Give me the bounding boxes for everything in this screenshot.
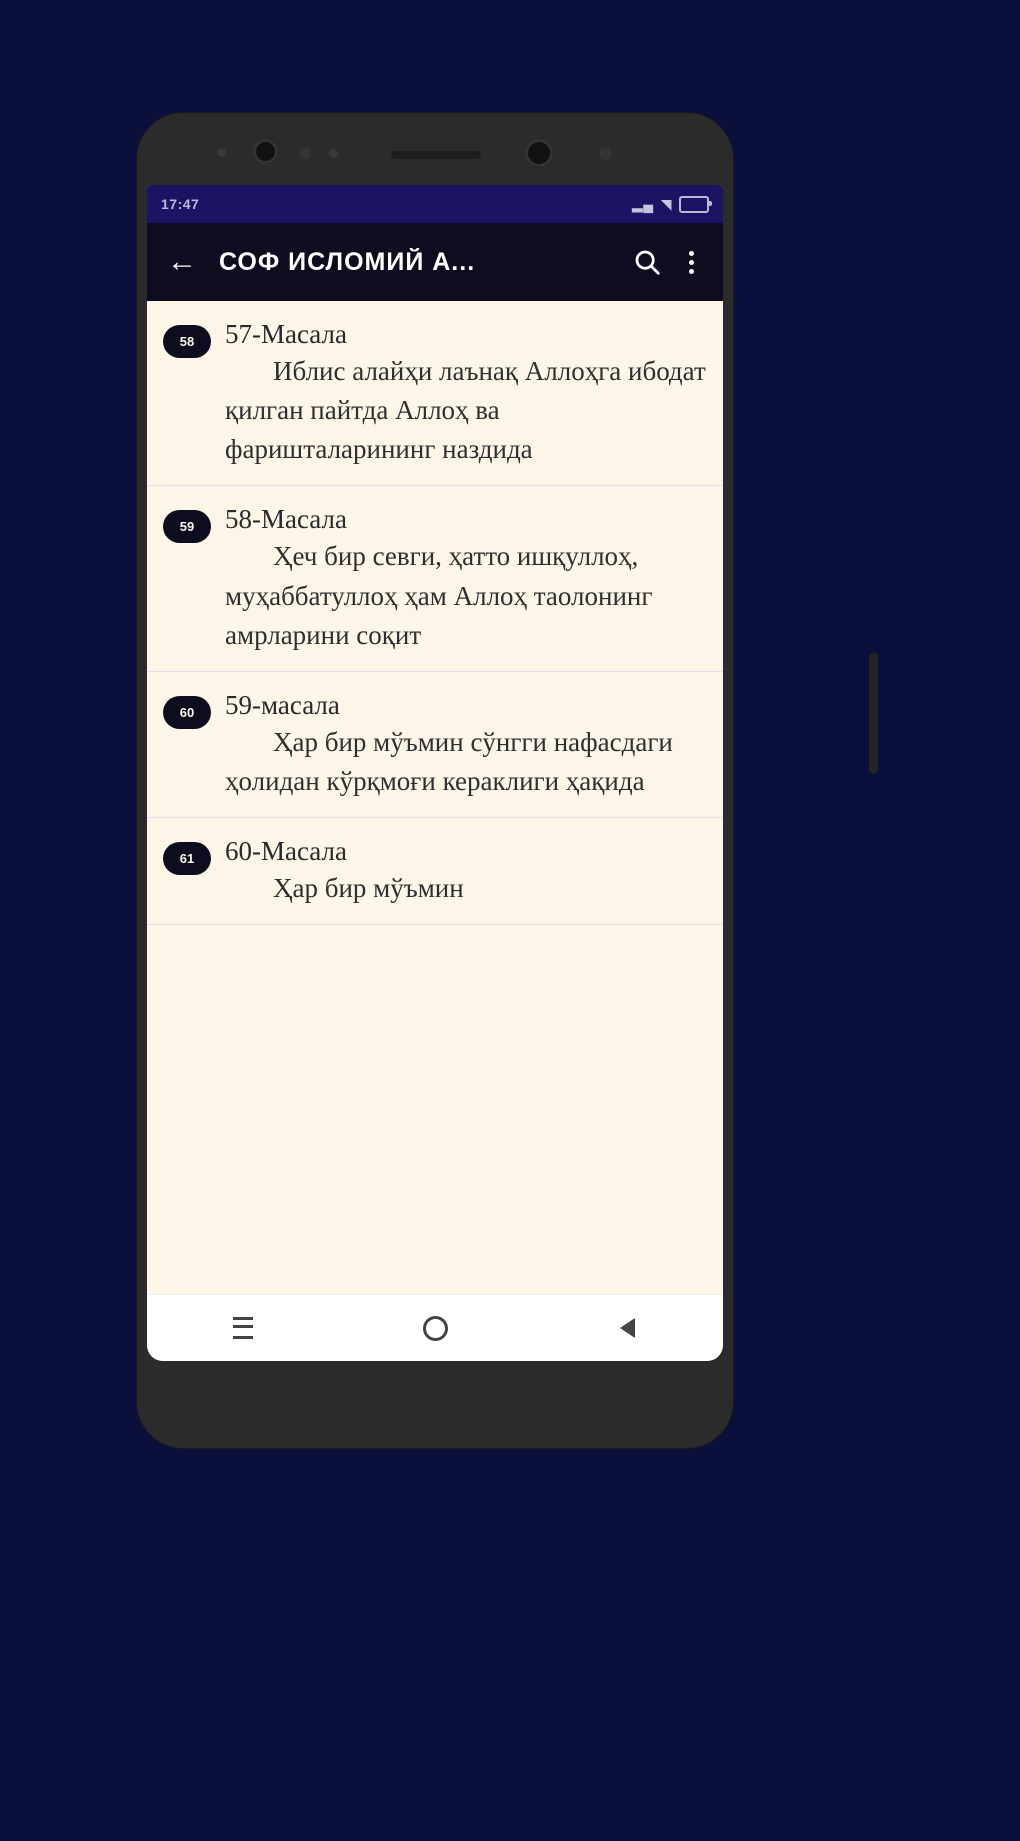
list-item[interactable] (147, 672, 723, 818)
light-sensor-icon (329, 149, 338, 158)
front-camera-icon (253, 139, 278, 164)
back-triangle-icon (620, 1318, 635, 1338)
signal-icon: ▂▄ (632, 196, 654, 212)
search-icon[interactable] (623, 238, 671, 286)
list-item-body (225, 836, 707, 908)
kebab-dot (689, 260, 694, 265)
list-item-title: 59-масала (225, 689, 340, 720)
more-vertical-icon[interactable] (671, 238, 711, 286)
list-item-text: Ҳар бир мўъмин (273, 873, 464, 904)
app-bar (147, 223, 723, 301)
list-item-title: 58-Масала (225, 504, 347, 535)
back-button[interactable] (597, 1305, 657, 1351)
android-navigation-bar (147, 1294, 723, 1361)
list-item-title: 57-Масала (225, 319, 347, 349)
recent-apps-icon (233, 1317, 253, 1339)
home-button[interactable] (405, 1305, 465, 1351)
item-number-badge: 61 (163, 842, 211, 875)
sensor-icon-secondary (599, 147, 612, 160)
phone-device-frame (137, 113, 733, 1448)
item-number-badge: 59 (163, 510, 211, 543)
battery-icon (679, 196, 709, 213)
front-camera-secondary-icon (525, 139, 553, 167)
masala-list[interactable] (147, 301, 723, 1294)
list-item-text: Иблис алайҳи лаънақ Аллоҳга ибодат қилган пайтда Аллоҳ ва фаришталарининг наздида (225, 356, 706, 465)
list-item-text: Ҳеч бир севги, ҳатто ишқуллоҳ, муҳаббатуллоҳ ҳам Аллоҳ таолонинг амрларини соқит (225, 541, 653, 650)
item-number-badge: 58 (163, 325, 211, 358)
home-icon (423, 1316, 448, 1341)
list-item-body (225, 690, 707, 801)
list-item-text: Ҳар бир мўъмин сўнгги нафасдаги ҳолидан кўрқмоғи кераклиги ҳақида (225, 726, 673, 796)
item-number-badge: 60 (163, 696, 211, 729)
list-item-title: 60-Масала (225, 836, 347, 867)
proximity-sensor-icon (299, 147, 311, 159)
list-item[interactable] (147, 818, 723, 925)
status-bar (147, 185, 723, 223)
wifi-icon: ◥ (660, 196, 672, 212)
back-arrow-icon[interactable]: ← (167, 245, 197, 278)
page-title: СОФ ИСЛОМИЙ А... (219, 247, 476, 276)
list-item-body (225, 319, 707, 469)
phone-screen (147, 185, 723, 1361)
list-item[interactable] (147, 486, 723, 671)
list-item[interactable] (147, 301, 723, 486)
power-button[interactable] (869, 653, 878, 773)
status-icons-group (632, 196, 709, 213)
status-clock: 17:47 (161, 196, 200, 212)
kebab-dot (689, 269, 694, 274)
sensor-icon (217, 148, 226, 157)
list-item-body (225, 504, 707, 654)
kebab-dot (689, 251, 694, 256)
phone-top-bezel (137, 113, 733, 185)
earpiece-speaker-icon (391, 151, 481, 159)
recent-apps-button[interactable] (213, 1305, 273, 1351)
